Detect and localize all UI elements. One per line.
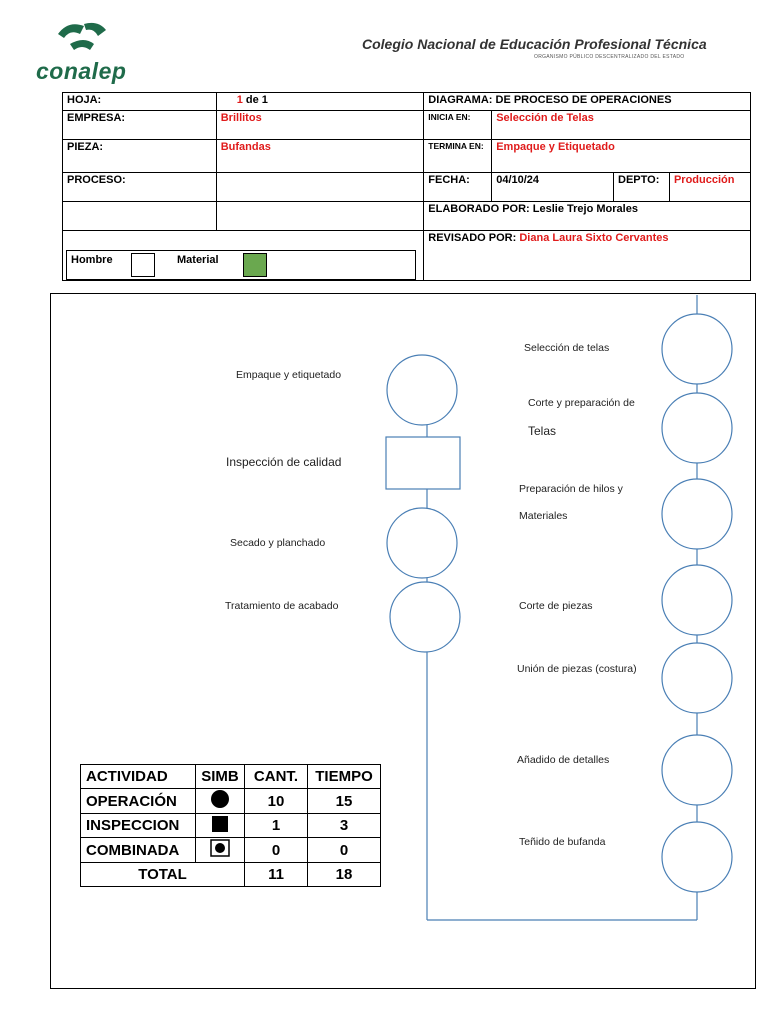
operation-circle (662, 479, 732, 549)
operation-circle (662, 735, 732, 805)
operation-circle (662, 393, 732, 463)
operation-circle (387, 355, 457, 425)
elaborado-por: ELABORADO POR: Leslie Trejo Morales (424, 202, 751, 231)
filled-circle-icon (196, 789, 245, 814)
operation-circle (387, 508, 457, 578)
step-label: Unión de piezas (costura) (517, 663, 637, 675)
proceso-label: PROCESO: (63, 173, 217, 202)
termina-value: Empaque y Etiquetado (492, 140, 751, 173)
hombre-label: Hombre (71, 254, 113, 266)
termina-label: TERMINA EN: (424, 140, 492, 173)
org-subtitle: ORGANISMO PÚBLICO DESCENTRALIZADO DEL ESTADO (534, 54, 685, 60)
fecha-value: 04/10/24 (492, 173, 614, 202)
fecha-label: FECHA: (424, 173, 492, 202)
header-actividad: ACTIVIDAD (81, 765, 196, 789)
logo-text: conalep (36, 58, 127, 84)
step-label: Corte y preparación de (528, 397, 635, 409)
material-label: Material (177, 254, 219, 266)
step-label: Corte de piezas (519, 600, 593, 612)
step-label: Preparación de hilos y (519, 483, 623, 495)
depto-label: DEPTO: (614, 173, 670, 202)
table-row: COMBINADA 0 0 (81, 838, 381, 863)
step-label: Telas (528, 424, 557, 438)
empresa-value: Brillitos (216, 111, 424, 140)
operation-circle (390, 582, 460, 652)
hoja-value: 1 de 1 (216, 93, 424, 111)
table-row-total: TOTAL 11 18 (81, 863, 381, 887)
step-label: Añadido de detalles (517, 754, 610, 766)
inicia-label: INICIA EN: (424, 111, 492, 140)
total-label: TOTAL (81, 863, 245, 887)
combined-symbol-icon (196, 838, 245, 863)
inspection-square (386, 437, 460, 489)
depto-value: Producción (669, 173, 750, 202)
step-label: Selección de telas (524, 342, 610, 354)
step-label: Inspección de calidad (226, 455, 342, 469)
table-row: INSPECCION 1 3 (81, 814, 381, 838)
inicia-value: Selección de Telas (492, 111, 751, 140)
org-title: Colegio Nacional de Educación Profesional Técnica (362, 36, 707, 52)
step-label: Teñido de bufanda (519, 836, 606, 848)
diagrama-title: DIAGRAMA: DE PROCESO DE OPERACIONES (424, 93, 751, 111)
header-cant: CANT. (245, 765, 308, 789)
hoja-label: HOJA: (63, 93, 217, 111)
operation-circle (662, 643, 732, 713)
operation-circle (662, 565, 732, 635)
step-label: Materiales (519, 510, 568, 522)
pieza-value: Bufandas (216, 140, 424, 173)
step-label: Secado y planchado (230, 537, 326, 549)
empresa-label: EMPRESA: (63, 111, 217, 140)
table-row: OPERACIÓN 10 15 (81, 789, 381, 814)
step-label: Empaque y etiquetado (236, 369, 342, 381)
operation-circle (662, 822, 732, 892)
step-label: Tratamiento de acabado (225, 600, 339, 612)
filled-square-icon (196, 814, 245, 838)
summary-table (80, 764, 381, 887)
header-simb: SIMB (196, 765, 245, 789)
pieza-label: PIEZA: (63, 140, 217, 173)
operation-circle (662, 314, 732, 384)
header-tiempo: TIEMPO (308, 765, 381, 789)
revisado-por: REVISADO POR: Diana Laura Sixto Cervantes (424, 231, 751, 281)
